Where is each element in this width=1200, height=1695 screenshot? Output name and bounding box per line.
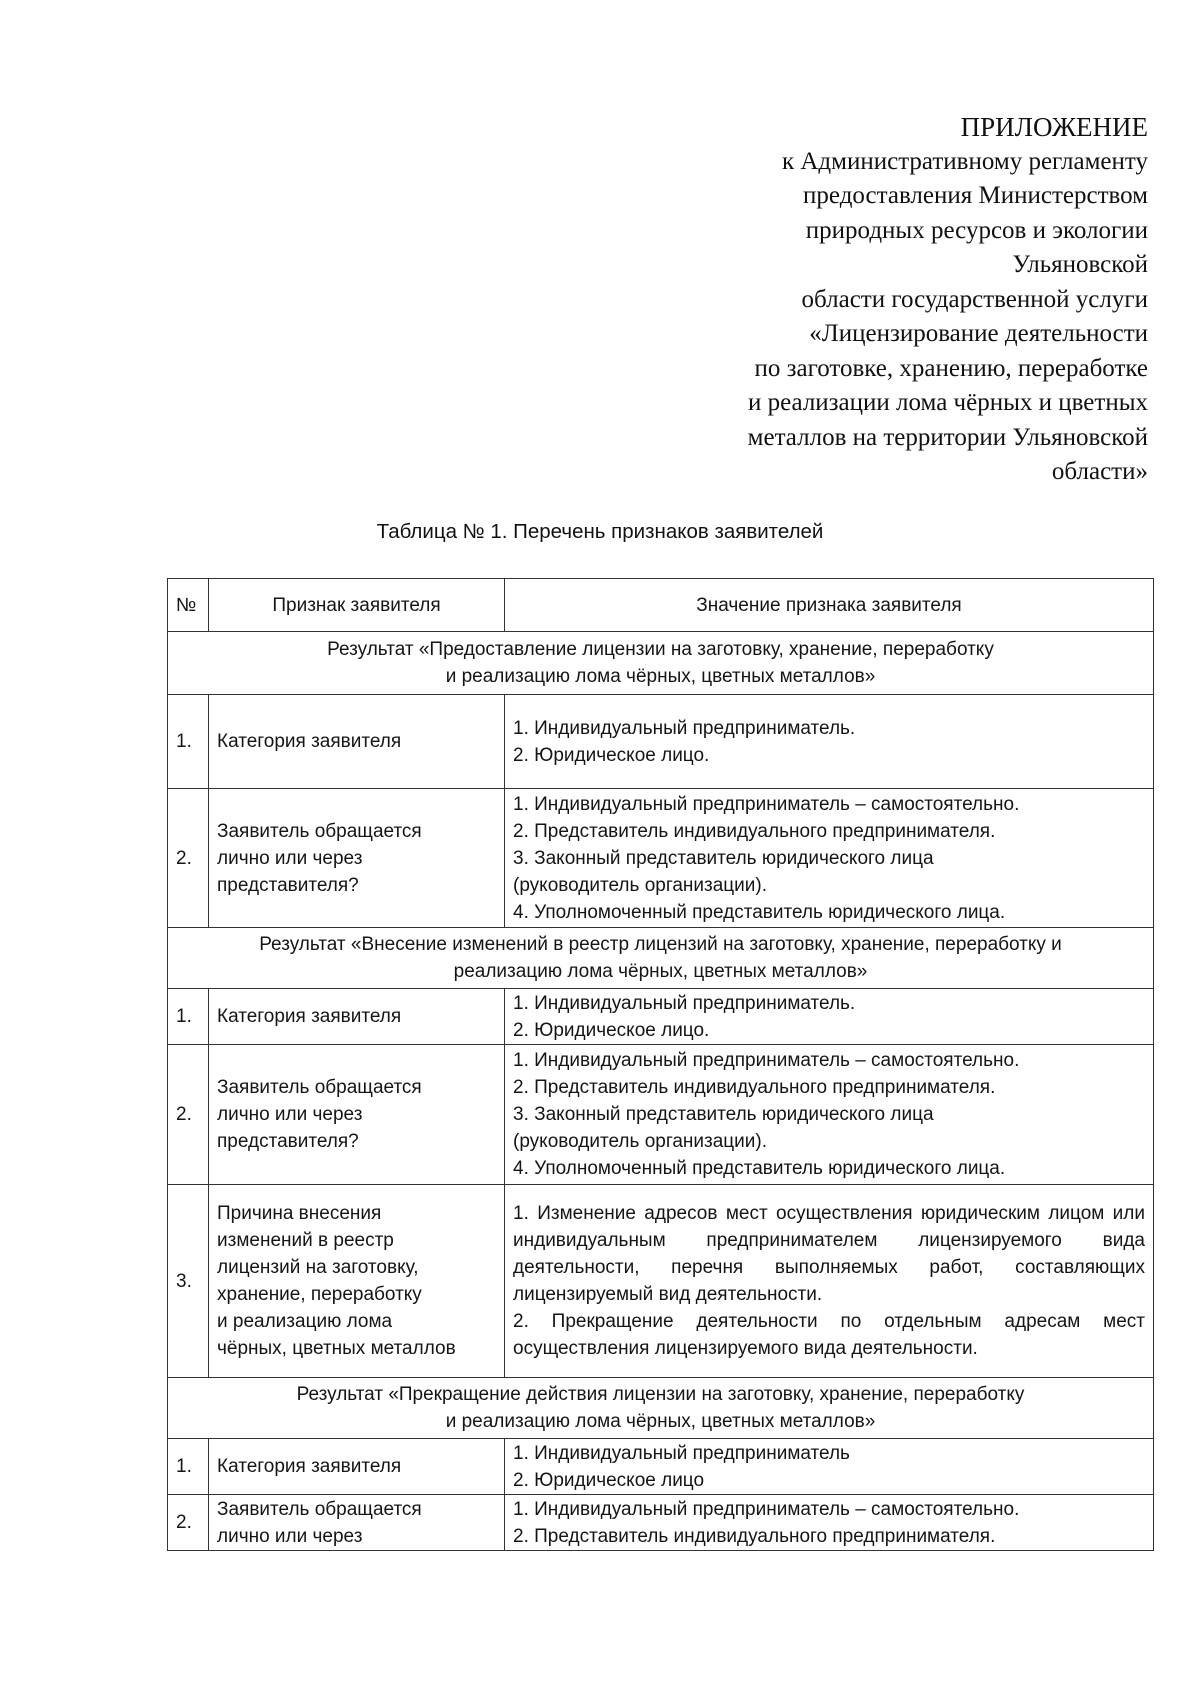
value-text: 1. Индивидуальный предприниматель xyxy=(513,1442,850,1464)
sign-text: Заявитель обращается xyxy=(217,820,422,842)
header-line: металлов на территории Ульяновской xyxy=(747,423,1148,451)
row-number: 3. xyxy=(168,1185,209,1378)
row-number: 2. xyxy=(168,789,209,928)
row-sign xyxy=(209,695,505,789)
section-row xyxy=(168,928,1154,989)
table-row xyxy=(168,989,1154,1045)
sign-text: лично или через xyxy=(217,847,363,869)
row-sign xyxy=(209,1495,505,1551)
table-row xyxy=(168,1045,1154,1185)
sign-text: Категория заявителя xyxy=(217,1006,402,1027)
table-header-row xyxy=(168,579,1154,632)
section-title-line: и реализацию лома чёрных, цветных металлов» xyxy=(445,1411,876,1432)
row-values xyxy=(505,1185,1154,1378)
value-text: 1. Индивидуальный предприниматель. xyxy=(513,717,856,739)
appendix-title: ПРИЛОЖЕНИЕ xyxy=(960,112,1148,142)
row-sign xyxy=(209,1185,505,1378)
sign-text: Заявитель обращается xyxy=(217,1077,422,1098)
header-line: Ульяновской xyxy=(1012,251,1148,278)
header-line: по заготовке, хранению, переработке xyxy=(754,354,1148,382)
table-caption: Таблица № 1. Перечень признаков заявителей xyxy=(376,520,824,543)
sign-text: хранение, переработку xyxy=(217,1284,422,1305)
row-sign xyxy=(209,1045,505,1185)
section-title xyxy=(168,632,1154,695)
row-number: 1. xyxy=(168,989,209,1045)
header-line: природных ресурсов и экологии xyxy=(805,216,1148,244)
header-line: предоставления Министерством xyxy=(803,182,1148,209)
table-row xyxy=(168,1439,1154,1495)
value-text: 2. Юридическое лицо xyxy=(513,1469,705,1491)
row-values xyxy=(505,789,1154,928)
section-title xyxy=(168,1378,1154,1439)
table-row xyxy=(168,1495,1154,1551)
table-row xyxy=(168,695,1154,789)
value-paragraph: 2. Прекращение деятельности по отдельным адресам мест осуществления лицензируемого вида деятельности. xyxy=(513,1311,1145,1359)
header-line: к Административному регламенту xyxy=(781,147,1148,175)
value-text: 1. Индивидуальный предприниматель. xyxy=(513,992,856,1014)
section-title-line: и реализацию лома чёрных, цветных металлов» xyxy=(445,666,876,687)
sign-text: изменений в реестр xyxy=(217,1230,394,1251)
section-title-line: Результат «Прекращение действия лицензии на заготовку, хранение, переработку xyxy=(296,1384,1025,1405)
value-text: 1. Индивидуальный предприниматель – самостоятельно. xyxy=(513,793,1020,815)
column-header-value: Значение признака заявителя xyxy=(505,579,1154,632)
row-number: 1. xyxy=(168,1439,209,1495)
header-line: «Лицензирование деятельности xyxy=(809,320,1148,347)
sign-text: чёрных, цветных металлов xyxy=(217,1338,456,1359)
row-number: 1. xyxy=(168,695,209,789)
value-text: 2. Юридическое лицо. xyxy=(513,744,710,766)
sign-text: Категория заявителя xyxy=(217,1456,402,1477)
sign-text: представителя? xyxy=(217,1131,359,1152)
sign-text: Заявитель обращается xyxy=(217,1498,422,1520)
sign-text: представителя? xyxy=(217,874,359,896)
row-sign xyxy=(209,1439,505,1495)
row-values xyxy=(505,989,1154,1045)
row-sign xyxy=(209,789,505,928)
header-line: области государственной услуги xyxy=(801,285,1148,313)
sign-text: и реализацию лома xyxy=(217,1311,393,1332)
table-row xyxy=(168,1185,1154,1378)
sign-text: Категория заявителя xyxy=(217,731,402,752)
value-paragraph: 1. Изменение адресов мест осуществления юридическим лицом или индивидуальным предпринимателем лицензируемого вида деятельности, перечня выполняемых работ, составляющих лицензируемый вид деятельности. xyxy=(513,1203,1145,1305)
value-text: 1. Индивидуальный предприниматель – самостоятельно. xyxy=(513,1050,1020,1071)
value-text: 2. Представитель индивидуального предпринимателя. xyxy=(513,1525,996,1547)
sign-text: лично или через xyxy=(217,1104,363,1125)
section-title xyxy=(168,928,1154,989)
row-number: 2. xyxy=(168,1495,209,1551)
section-title-line: реализацию лома чёрных, цветных металлов» xyxy=(453,961,868,982)
value-text: (руководитель организации). xyxy=(513,1131,768,1152)
header-line: области» xyxy=(1051,458,1148,485)
appendix-header xyxy=(628,110,1148,490)
row-values xyxy=(505,695,1154,789)
column-header-number: № xyxy=(168,579,209,632)
sign-text: Причина внесения xyxy=(217,1203,382,1224)
value-text: 2. Юридическое лицо. xyxy=(513,1019,710,1041)
applicant-criteria-table xyxy=(167,578,1154,1551)
row-values xyxy=(505,1439,1154,1495)
value-text: 4. Уполномоченный представитель юридического лица. xyxy=(513,901,1006,923)
value-text: 4. Уполномоченный представитель юридического лица. xyxy=(513,1158,1006,1179)
row-values xyxy=(505,1495,1154,1551)
value-text: 2. Представитель индивидуального предпринимателя. xyxy=(513,1077,996,1098)
section-row xyxy=(168,632,1154,695)
section-row xyxy=(168,1378,1154,1439)
sign-text: лично или через xyxy=(217,1525,363,1547)
row-number: 2. xyxy=(168,1045,209,1185)
value-text: 1. Индивидуальный предприниматель – самостоятельно. xyxy=(513,1498,1020,1520)
sign-text: лицензий на заготовку, xyxy=(217,1257,419,1278)
value-text: 2. Представитель индивидуального предпринимателя. xyxy=(513,820,996,842)
column-header-sign: Признак заявителя xyxy=(209,579,505,632)
header-line: и реализации лома чёрных и цветных xyxy=(747,389,1148,416)
row-sign xyxy=(209,989,505,1045)
section-title-line: Результат «Предоставление лицензии на заготовку, хранение, переработку xyxy=(327,639,994,660)
value-text: 3. Законный представитель юридического лица xyxy=(513,847,934,869)
value-text: (руководитель организации). xyxy=(513,874,768,896)
section-title-line: Результат «Внесение изменений в реестр лицензий на заготовку, хранение, переработку и xyxy=(259,934,1062,955)
value-text: 3. Законный представитель юридического лица xyxy=(513,1104,934,1125)
row-values xyxy=(505,1045,1154,1185)
table-row xyxy=(168,789,1154,928)
